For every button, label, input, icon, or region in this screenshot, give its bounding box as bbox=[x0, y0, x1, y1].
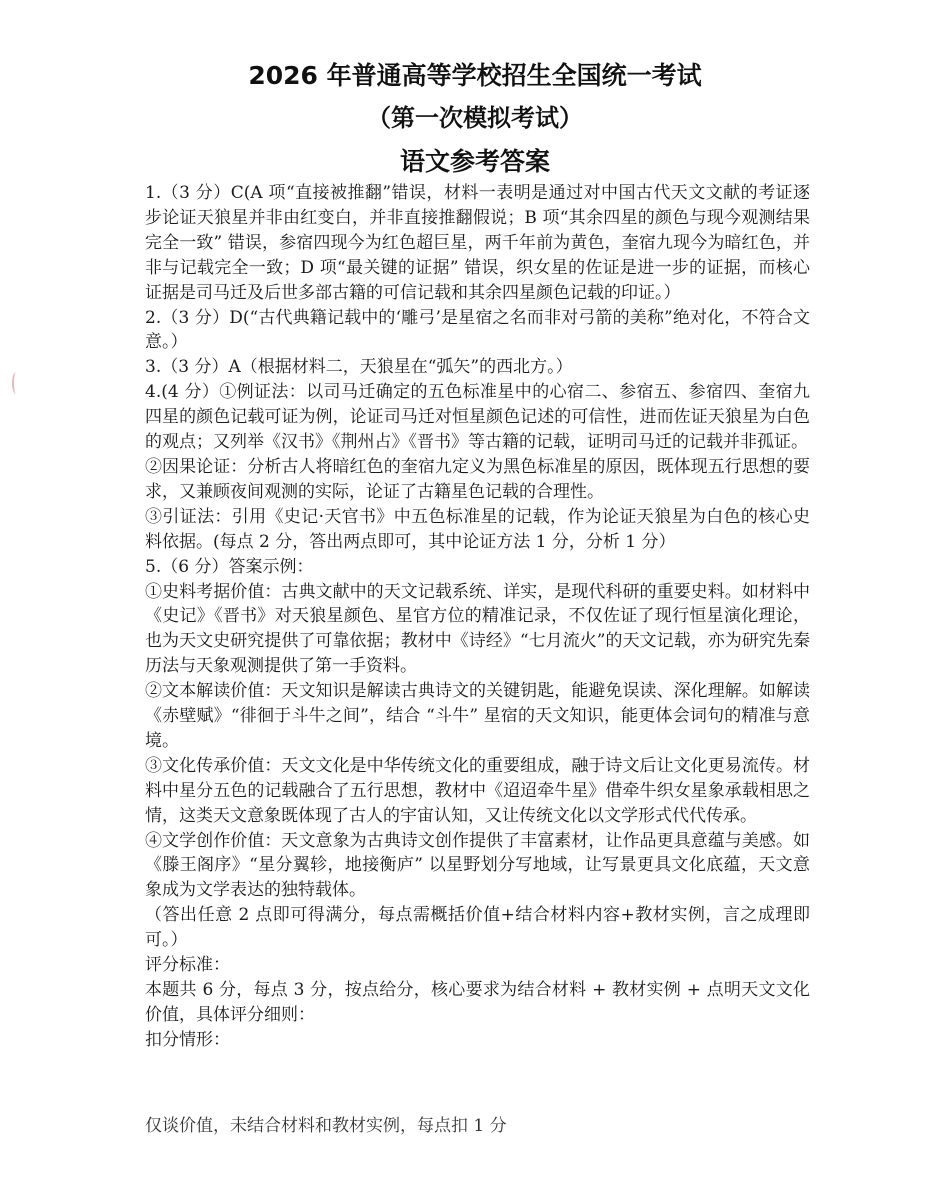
answer-q4-point1: 4.(4 分）①例证法：以司马迁确定的五色标准星中的心宿二、参宿五、参宿四、奎宿九四星的颜色记载可证为例，论证司马迁对恒星颜色记述的可信性，进而佐证天狼星为白色的观点；又列举《汉书》《荆州占》《晋书》等古籍的记载，证明司马迁的记载并非孤证。 bbox=[145, 382, 810, 453]
answer-q4-point3: ③引证法：引用《史记·天官书》中五色标准星的记载，作为论证天狼星为白色的核心史料依据。(每点 2 分，答出两点即可，其中论证方法 1 分，分析 1 分） bbox=[145, 506, 810, 552]
answer-q2: 2.（3 分）D(“古代典籍记载中的‘雕弓’是星宿之名而非对弓箭的美称”绝对化，不符合文意。） bbox=[145, 307, 810, 353]
exam-title: 2026 年普通高等学校招生全国统一考试 bbox=[248, 61, 702, 90]
scoring-criteria-label: 评分标准： bbox=[145, 955, 230, 976]
answer-q1: 1.（3 分）C(A 项“直接被推翻”错误，材料一表明是通过对中国古代天文文献的考证逐步论证天狼星并非由红变白，并非直接推翻假说；B 项“其余四星的颜色与现今观测结果完全一致” 错误，参宿四现今为红色超巨星，两千年前为黄色，奎宿九现今为暗红色，并非与记载完全一致；D 项“最关键的证据” 错误，织女星的佐证是进一步的证据，而核心证据是司马迁及后世多部古籍的可信记载和其余四星颜色记载的印证。） bbox=[145, 183, 810, 303]
answer-q5-point3: ③文化传承价值：天文文化是中华传统文化的重要组成，融于诗文后让文化更易流传。材料中星分五色的记载融合了五行思想，教材中《迢迢牵牛星》借牵牛织女星象承载相思之情，这类天文意象既体现了古人的宇宙认知，又让传统文化以文学形式代代传承。 bbox=[145, 755, 810, 826]
answer-q5-point4: ④文学创作价值：天文意象为古典诗文创作提供了丰富素材，让作品更具意蕴与美感。如《滕王阁序》“星分翼轸，地接衡庐” 以星野划分写地域，让写景更具文化底蕴，天文意象成为文学表达的独特载体。 bbox=[145, 830, 810, 901]
cut-off-line-text: 仅谈价值，未结合材料和教材实例，每点扣 1 分 bbox=[145, 1116, 507, 1136]
answer-heading: 语文参考答案 bbox=[399, 147, 550, 176]
margin-mark bbox=[12, 372, 20, 394]
answer-q3: 3.（3 分）A（根据材料二，天狼星在“弧矢”的西北方。） bbox=[145, 357, 573, 378]
answer-q5-intro: 5.（6 分）答案示例： bbox=[145, 556, 314, 577]
scoring-criteria-text: 本题共 6 分，每点 3 分，按点给分，核心要求为结合材料 + 教材实例 + 点明天文文化价值，具体评分细则： bbox=[145, 980, 810, 1025]
cut-off-line bbox=[145, 1116, 810, 1137]
answer-q5-point2: ②文本解读价值：天文知识是解读古典诗文的关键钥匙，能避免误读、深化理解。如解读《赤壁赋》“徘徊于斗牛之间”，结合 “斗牛” 星宿的天文知识，能更体会词句的精准与意境。 bbox=[145, 681, 810, 751]
deduction-label: 扣分情形： bbox=[145, 1029, 230, 1050]
answer-q5-note: （答出任意 2 点即可得满分，每点需概括价值+结合材料内容+教材实例，言之成理即可。） bbox=[145, 905, 810, 951]
answer-q4-point2: ②因果论证：分析古人将暗红色的奎宿九定义为黑色标准星的原因，既体现五行思想的要求，又兼顾夜间观测的实际，论证了古籍星色记载的合理性。 bbox=[145, 456, 810, 502]
exam-subtitle: （第一次模拟考试） bbox=[367, 104, 583, 132]
answer-q5-point1: ①史料考据价值：古典文献中的天文记载系统、详实，是现代科研的重要史料。如材料中《史记》《晋书》对天狼星颜色、星官方位的精准记录，不仅佐证了现行恒星演化理论，也为天文史研究提供了可靠依据；教材中《诗经》“七月流火”的天文记载，亦为研究先秦历法与天象观测提供了第一手资料。 bbox=[145, 581, 810, 677]
answer-body bbox=[145, 181, 810, 1053]
